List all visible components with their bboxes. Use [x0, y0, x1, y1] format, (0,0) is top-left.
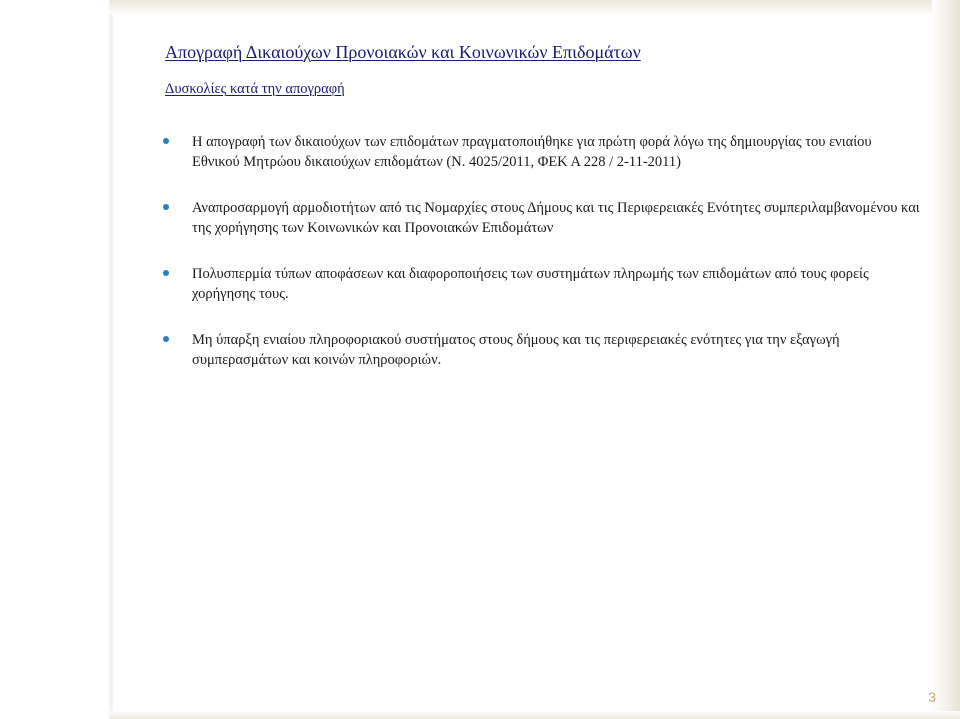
page-number: 3	[928, 689, 936, 705]
bullet-item	[160, 330, 920, 370]
slide-title: Απογραφή Δικαιούχων Προνοιακών και Κοινωνικών Επιδομάτων	[165, 42, 641, 62]
bullet-list	[160, 132, 920, 396]
bullet-text: Μη ύπαρξη ενιαίου πληροφοριακού συστήματος στους δήμους και τις περιφερειακές ενότητες για την εξαγωγή συμπερασμάτων και κοινών πληροφοριών.	[192, 332, 840, 368]
bullet-dot-icon	[163, 270, 169, 276]
bullet-item	[160, 264, 920, 304]
bullet-item	[160, 132, 920, 172]
bullet-text: Η απογραφή των δικαιούχων των επιδομάτων πραγματοποιήθηκε για πρώτη φορά λόγω της δημιουργίας του ενιαίου Εθνικού Μητρώου δικαιούχων επιδομάτων (Ν. 4025/2011, ΦΕΚ Α 228 / 2-11-2011)	[192, 134, 872, 170]
bullet-text: Αναπροσαρμογή αρμοδιοτήτων από τις Νομαρχίες στους Δήμους και τις Περιφερειακές Ενότητες συμπεριλαμβανομένου και της χορήγησης των Κοινωνικών και Προνοιακών Επιδομάτων	[192, 200, 920, 236]
bullet-dot-icon	[163, 336, 169, 342]
bullet-item	[160, 198, 920, 238]
slide-subtitle: Δυσκολίες κατά την απογραφή	[165, 81, 345, 97]
frame-left-edge	[108, 0, 114, 719]
frame-bottom-band	[110, 711, 960, 719]
bullet-text: Πολυσπερμία τύπων αποφάσεων και διαφοροποιήσεις των συστημάτων πληρωμής των επιδομάτων από τους φορείς χορήγησης τους.	[192, 266, 869, 302]
frame-top-band	[110, 0, 960, 14]
bullet-dot-icon	[163, 138, 169, 144]
frame-right-band	[932, 0, 960, 719]
bullet-dot-icon	[163, 204, 169, 210]
